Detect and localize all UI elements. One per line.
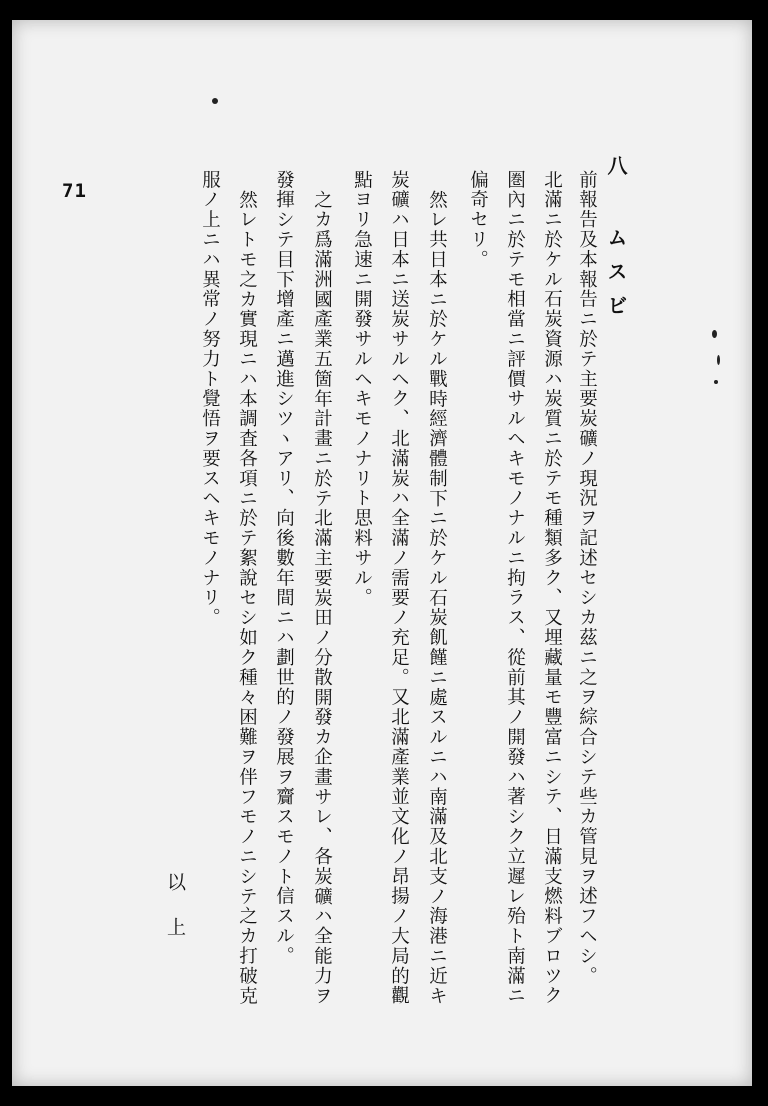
- text-column-7: 點ヨリ急速ニ開發サルヘキモノナリト思料サル。: [351, 170, 373, 608]
- text-column-6: 炭礦ハ日本ニ送炭サルヘク、北滿炭ハ全滿ノ需要ノ充足。又北滿產業並文化ノ昂揚ノ大局的觀: [388, 170, 410, 1006]
- document-page: [12, 20, 752, 1086]
- page-number: 71: [62, 180, 87, 202]
- text-column-9: 發揮シテ目下增產ニ邁進シツヽアリ、向後數年間ニハ劃世的ノ發展ヲ齎スモノト信スル。: [273, 170, 295, 966]
- text-column-11: 服ノ上ニハ異常ノ努力ト覺悟ヲ要スヘキモノナリ。: [199, 170, 221, 628]
- ink-speck: [717, 355, 720, 365]
- text-column-3: 圏內ニ於テモ相當ニ評價サルヘキモノナルニ拘ラス、從前其ノ開發ハ著シク立遲レ殆ト南滿ニ: [504, 170, 526, 1006]
- ink-speck: [714, 380, 718, 384]
- ink-speck: [212, 98, 218, 104]
- text-column-1: 前報告及本報告ニ於テ主要炭礦ノ現況ヲ記述セシカ茲ニ之ヲ綜合シテ些カ管見ヲ述フヘシ。: [576, 170, 598, 986]
- text-column-5: 然レ共日本ニ於ケル戰時經濟體制下ニ於ケル石炭飢饉ニ處スルニハ南滿及北支ノ海港ニ近キ: [426, 190, 448, 1006]
- ink-speck: [712, 330, 717, 338]
- text-column-4: 偏奇セリ。: [467, 170, 489, 270]
- text-column-2: 北滿ニ於ケル石炭資源ハ炭質ニ於テモ種類多ク、又埋藏量モ豐富ニシテ、日滿支燃料ブロツク: [541, 170, 563, 1006]
- text-column-10: 然レトモ之カ實現ニハ本調査各項ニ於テ絮說セシ如ク種々困難ヲ伴フモノニシテ之カ打破克: [236, 190, 258, 1006]
- section-heading: 八 ムスビ: [604, 155, 628, 329]
- text-column-8: 之カ爲滿洲國產業五箇年計畫ニ於テ北滿主要炭田ノ分散開發カ企畫サレ、各炭礦ハ全能力ヲ: [311, 190, 333, 1006]
- closing-mark: 以上: [164, 872, 186, 962]
